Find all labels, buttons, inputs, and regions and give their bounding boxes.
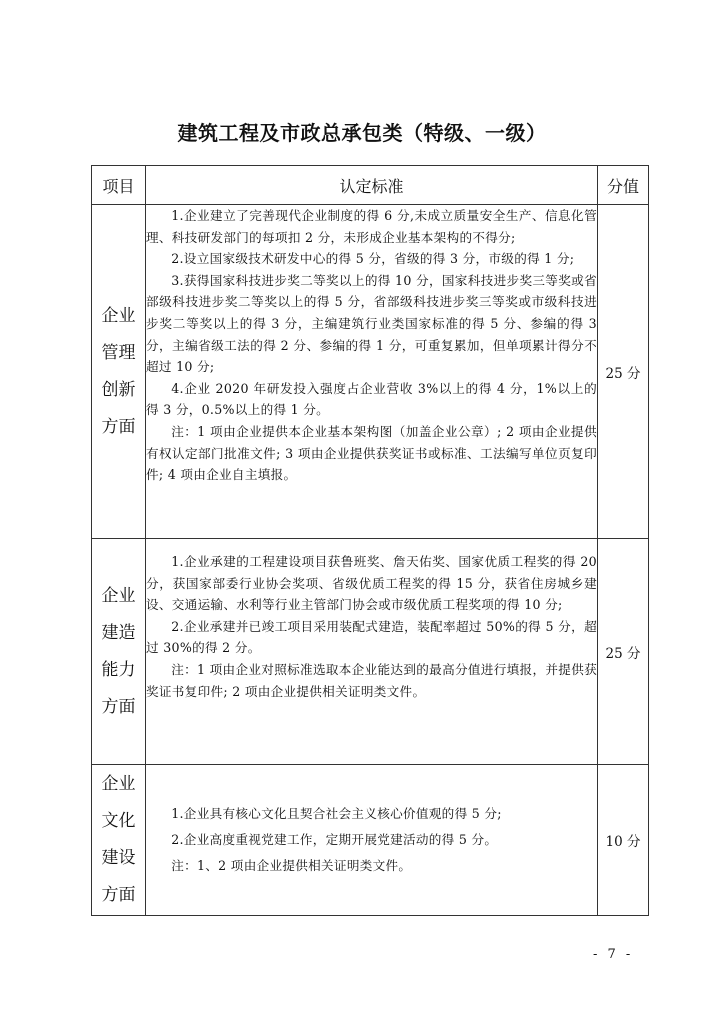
item-label-line: 管理 (101, 342, 136, 363)
header-item: 项目 (92, 166, 146, 205)
criteria-paragraph: 3.获得国家科技进步奖二等奖以上的得 10 分，国家科技进步奖三等奖或省部级科技进步奖二等奖以上的得 5 分，省部级科技进步奖三等奖或市级科技进步奖二等奖以上的得 3 分，主编建筑行业类国家标准的得 5 分、参编的得 3 分，主编省级工法的得 2 分、参编的得 1 分，可重复累加，但单项累计得分不超过 10 分; (146, 272, 597, 375)
item-label-line: 建造 (101, 622, 136, 643)
score-cell: 10 分 (598, 765, 649, 916)
item-label-line: 建设 (101, 848, 136, 868)
criteria-paragraph: 2.设立国家级技术研发中心的得 5 分，省级的得 3 分，市级的得 1 分; (171, 251, 575, 267)
page-title: 建筑工程及市政总承包类（特级、一级） (177, 121, 547, 145)
header-score: 分值 (598, 166, 649, 205)
item-label-line: 企业 (101, 585, 136, 606)
header-criteria: 认定标准 (146, 166, 598, 205)
table-row (92, 539, 649, 765)
item-cell (92, 765, 146, 916)
item-label-line: 方面 (101, 885, 136, 905)
criteria-paragraph: 1.企业具有核心文化且契合社会主义核心价值观的得 5 分; (171, 806, 502, 821)
criteria-note: 注：1 项由企业提供本企业基本架构图（加盖企业公章）; 2 项由企业提供有权认定部门批准文件; 3 项由企业提供获奖证书或标准、工法编写单位页复印件; 4 项由企业自主填报。 (146, 423, 597, 483)
item-cell (92, 205, 146, 539)
criteria-table (91, 165, 649, 916)
item-label-line: 方面 (101, 696, 136, 717)
item-label-line: 能力 (101, 659, 136, 680)
item-label-line: 企业 (101, 305, 136, 326)
criteria-note: 注：1、2 项由企业提供相关证明类文件。 (171, 858, 412, 873)
criteria-paragraph: 2.企业高度重视党建工作，定期开展党建活动的得 5 分。 (171, 832, 498, 847)
criteria-cell (146, 539, 598, 765)
criteria-paragraph: 1.企业承建的工程建设项目获鲁班奖、詹天佑奖、国家优质工程奖的得 20 分，获国家部委行业协会奖项、省级优质工程奖的得 15 分，获省住房城乡建设、交通运输、水利等行业主管部门协会或市级优质工程奖项的得 10 分; (146, 554, 597, 613)
criteria-paragraph: 2.企业承建并已竣工项目采用装配式建造，装配率超过 50%的得 5 分，超过 30%的得 2 分。 (146, 618, 597, 656)
table-row (92, 765, 649, 916)
criteria-cell (146, 765, 598, 916)
item-cell (92, 539, 146, 765)
item-label-line: 方面 (101, 416, 136, 437)
item-label-line: 文化 (101, 811, 136, 831)
score-cell: 25 分 (598, 205, 649, 539)
criteria-note: 注：1 项由企业对照标准选取本企业能达到的最高分值进行填报，并提供获奖证书复印件; 2 项由企业提供相关证明类文件。 (146, 661, 597, 699)
criteria-paragraph: 4.企业 2020 年研发投入强度占企业营收 3%以上的得 4 分，1%以上的得 3 分，0.5%以上的得 1 分。 (146, 380, 597, 418)
score-cell: 25 分 (598, 539, 649, 765)
item-label-line: 企业 (101, 774, 136, 794)
criteria-paragraph: 1.企业建立了完善现代企业制度的得 6 分,未成立质量安全生产、信息化管理、科技研发部门的每项扣 2 分，未形成企业基本架构的不得分; (146, 208, 597, 245)
item-label-line: 创新 (101, 379, 136, 400)
page-number: - 7 - (593, 947, 634, 962)
table-row (92, 205, 649, 539)
criteria-cell (146, 205, 598, 539)
table-header-row (92, 166, 649, 205)
